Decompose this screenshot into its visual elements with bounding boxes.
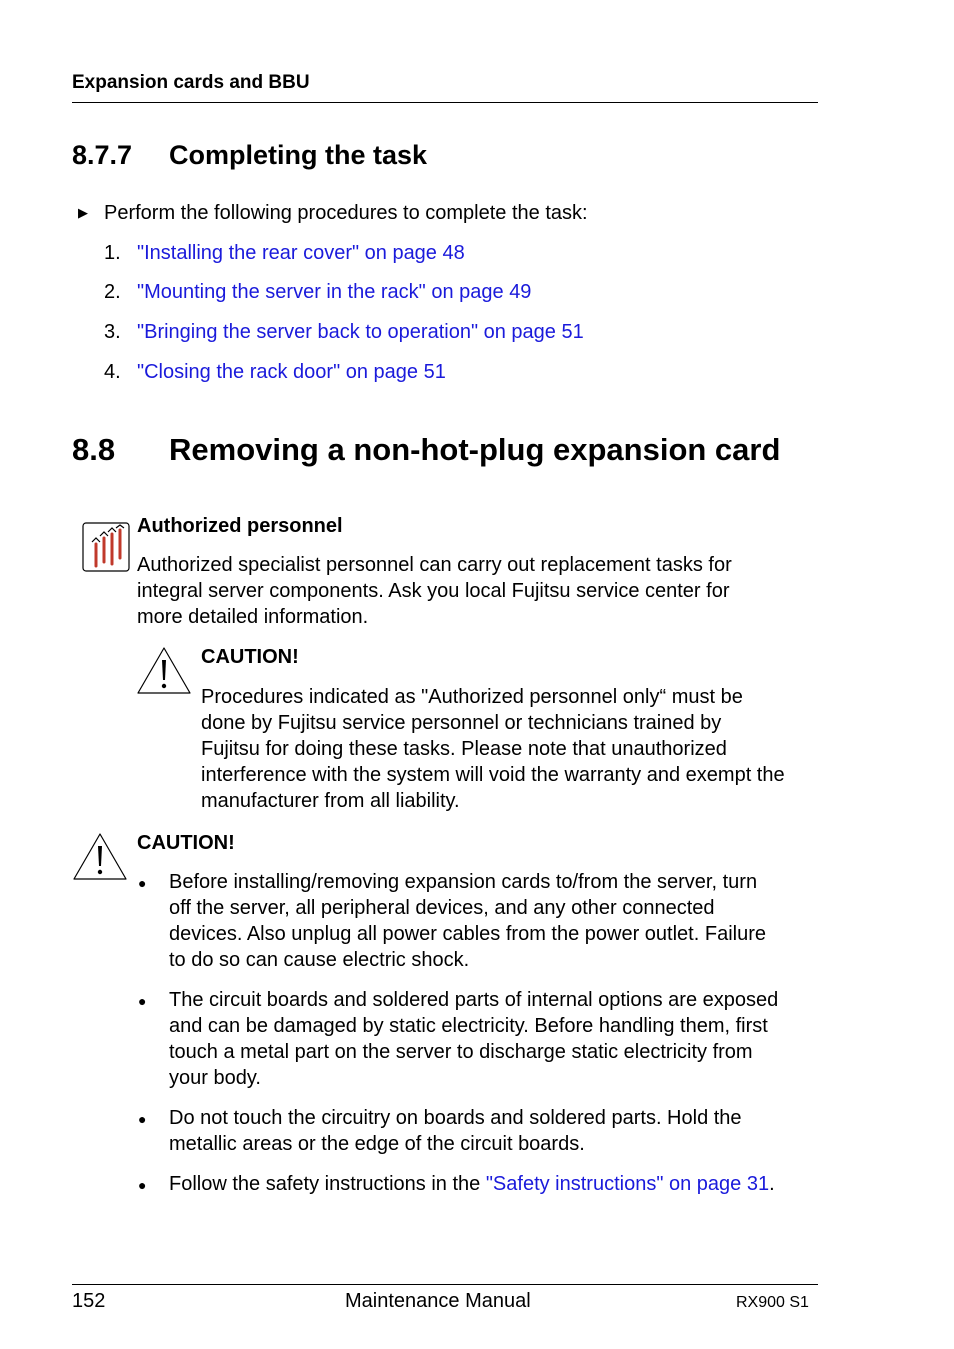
header-rule bbox=[72, 102, 818, 103]
page-number: 152 bbox=[72, 1290, 106, 1312]
authorized-line: more detailed information. bbox=[137, 606, 369, 628]
section-number-877: 8.7.7 bbox=[72, 140, 133, 170]
last-bullet-suffix: . bbox=[769, 1173, 775, 1195]
authorized-line: Authorized specialist personnel can carry out replacement tasks for bbox=[137, 554, 732, 576]
warning-icon bbox=[72, 832, 128, 882]
bullet-line: metallic areas or the edge of the circuit boards. bbox=[169, 1133, 585, 1155]
last-bullet-prefix: Follow the safety instructions in the bbox=[169, 1173, 486, 1195]
step-number: 2. bbox=[104, 281, 121, 303]
model-name: RX900 S1 bbox=[736, 1294, 809, 1311]
authorized-heading: Authorized personnel bbox=[137, 515, 343, 537]
intro-text: Perform the following procedures to complete the task: bbox=[104, 202, 588, 224]
step-link-operation[interactable]: "Bringing the server back to operation" on page 51 bbox=[137, 321, 584, 343]
step-number: 1. bbox=[104, 242, 121, 264]
step-number: 3. bbox=[104, 321, 121, 343]
step-link-mounting[interactable]: "Mounting the server in the rack" on page 49 bbox=[137, 281, 532, 303]
caution1-line: Fujitsu for doing these tasks. Please note that unauthorized bbox=[201, 738, 727, 760]
bullet-dot-icon: ● bbox=[138, 993, 147, 1009]
step-number: 4. bbox=[104, 361, 121, 383]
bullet-line: Do not touch the circuitry on boards and soldered parts. Hold the bbox=[169, 1107, 742, 1129]
authorized-line: integral server components. Ask you local Fujitsu service center for bbox=[137, 580, 730, 602]
bullet-dot-icon: ● bbox=[138, 1177, 147, 1193]
arrow-bullet-icon: ▶ bbox=[78, 205, 88, 220]
section-number-88: 8.8 bbox=[72, 432, 116, 467]
bullet-line: and can be damaged by static electricity. Before handling them, first bbox=[169, 1015, 768, 1037]
bullet-line: your body. bbox=[169, 1067, 261, 1089]
bullet-dot-icon: ● bbox=[138, 1111, 147, 1127]
running-header: Expansion cards and BBU bbox=[72, 72, 310, 93]
caution1-line: done by Fujitsu service personnel or technicians trained by bbox=[201, 712, 722, 734]
footer-rule bbox=[72, 1284, 818, 1285]
caution1-line: interference with the system will void the warranty and exempt the bbox=[201, 764, 785, 786]
section-title-877: Completing the task bbox=[169, 140, 428, 170]
bullet-line: touch a metal part on the server to discharge static electricity from bbox=[169, 1041, 753, 1063]
bullet-line: Before installing/removing expansion cards to/from the server, turn bbox=[169, 871, 758, 893]
last-bullet bbox=[169, 1171, 775, 1197]
caution1-line: Procedures indicated as "Authorized personnel only“ must be bbox=[201, 686, 743, 708]
caution1-heading: CAUTION! bbox=[201, 646, 299, 668]
bullet-line: The circuit boards and soldered parts of internal options are exposed bbox=[169, 989, 779, 1011]
caution1-line: manufacturer from all liability. bbox=[201, 790, 460, 812]
caution2-heading: CAUTION! bbox=[137, 832, 235, 854]
warning-icon bbox=[136, 646, 192, 696]
manual-title: Maintenance Manual bbox=[345, 1290, 531, 1312]
bullet-line: devices. Also unplug all power cables from the power outlet. Failure bbox=[169, 923, 766, 945]
step-link-rack-door[interactable]: "Closing the rack door" on page 51 bbox=[137, 361, 446, 383]
step-link-rear-cover[interactable]: "Installing the rear cover" on page 48 bbox=[137, 242, 465, 264]
tools-icon bbox=[82, 522, 130, 572]
bullet-dot-icon: ● bbox=[138, 875, 147, 891]
section-title-88: Removing a non-hot-plug expansion card bbox=[169, 432, 781, 467]
safety-instructions-link[interactable]: "Safety instructions" on page 31 bbox=[485, 1173, 770, 1195]
bullet-line: to do so can cause electric shock. bbox=[169, 949, 470, 971]
bullet-line: off the server, all peripheral devices, and any other connected bbox=[169, 897, 715, 919]
